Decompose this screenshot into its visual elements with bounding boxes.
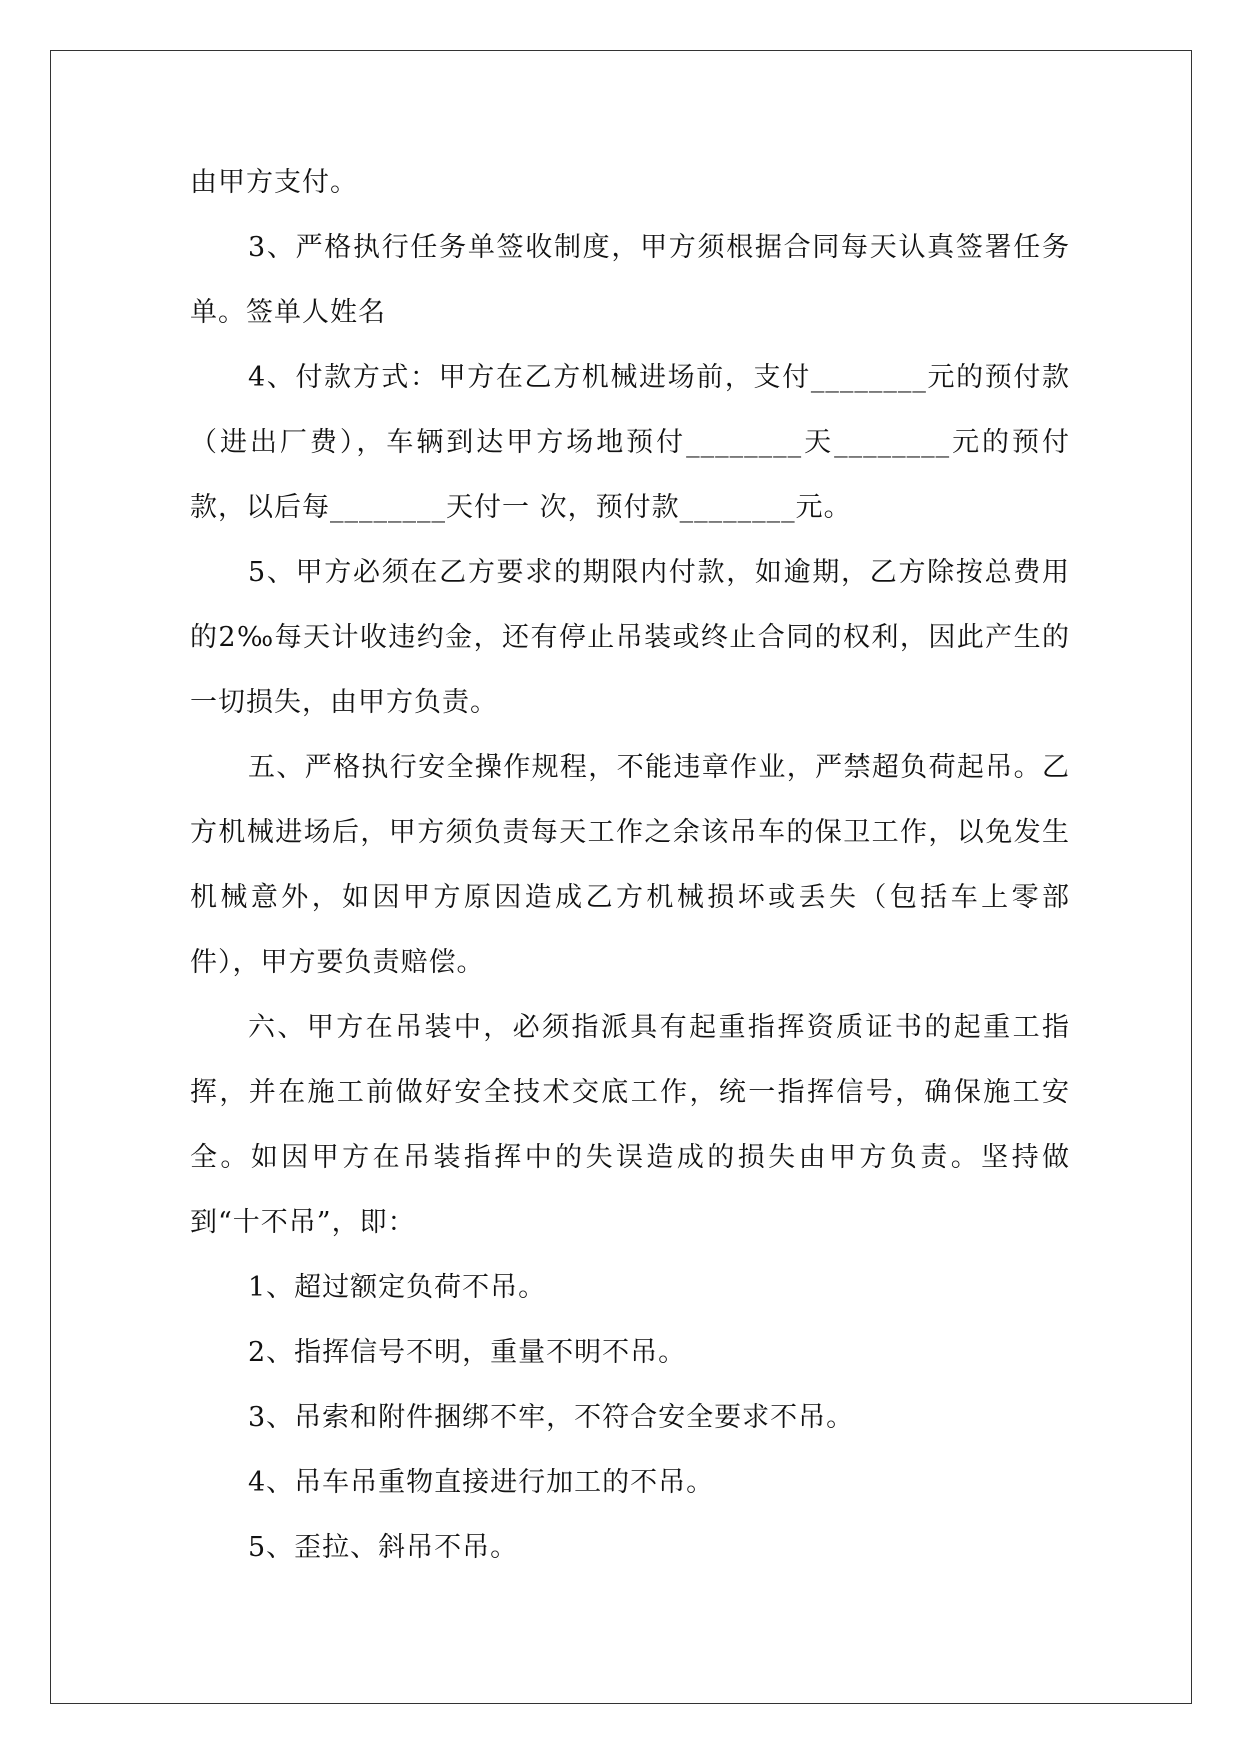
paragraph-lifting-command: 六、甲方在吊装中，必须指派具有起重指挥资质证书的起重工指挥，并在施工前做好安全技术交底工作，统一指挥信号，确保施工安全。如因甲方在吊装指挥中的失误造成的损失由甲方负责。坚持做到“十不吊”，即：: [190, 1012, 1070, 1238]
paragraph-payment-end: 由甲方支付。: [190, 167, 358, 198]
paragraph-payment-method: 4、付款方式：甲方在乙方机械进场前，支付________元的预付款（进出厂费），车辆到达甲方场地预付________天________元的预付款，以后每________天付一 次，预付款________元。: [190, 362, 1070, 523]
list-item-rule-3: 3、吊索和附件捆绑不牢，不符合安全要求不吊。: [248, 1402, 855, 1433]
paragraph-safety-rules: 五、严格执行安全操作规程，不能违章作业，严禁超负荷起吊。乙方机械进场后，甲方须负责每天工作之余该吊车的保卫工作，以免发生机械意外，如因甲方原因造成乙方机械损坏或丢失（包括车上零部件），甲方要负责赔偿。: [190, 752, 1070, 978]
list-item-rule-5: 5、歪拉、斜吊不吊。: [248, 1532, 519, 1563]
paragraph-late-payment: 5、甲方必须在乙方要求的期限内付款，如逾期，乙方除按总费用的2‰每天计收违约金，还有停止吊装或终止合同的权利，因此产生的一切损失，由甲方负责。: [190, 557, 1070, 718]
list-item-rule-2: 2、指挥信号不明，重量不明不吊。: [248, 1337, 687, 1368]
list-item-rule-1: 1、超过额定负荷不吊。: [248, 1272, 547, 1303]
document-body: [190, 150, 1070, 1580]
paragraph-task-sheet: 3、严格执行任务单签收制度，甲方须根据合同每天认真签署任务单。签单人姓名: [190, 232, 1070, 328]
list-item-rule-4: 4、吊车吊重物直接进行加工的不吊。: [248, 1467, 715, 1498]
